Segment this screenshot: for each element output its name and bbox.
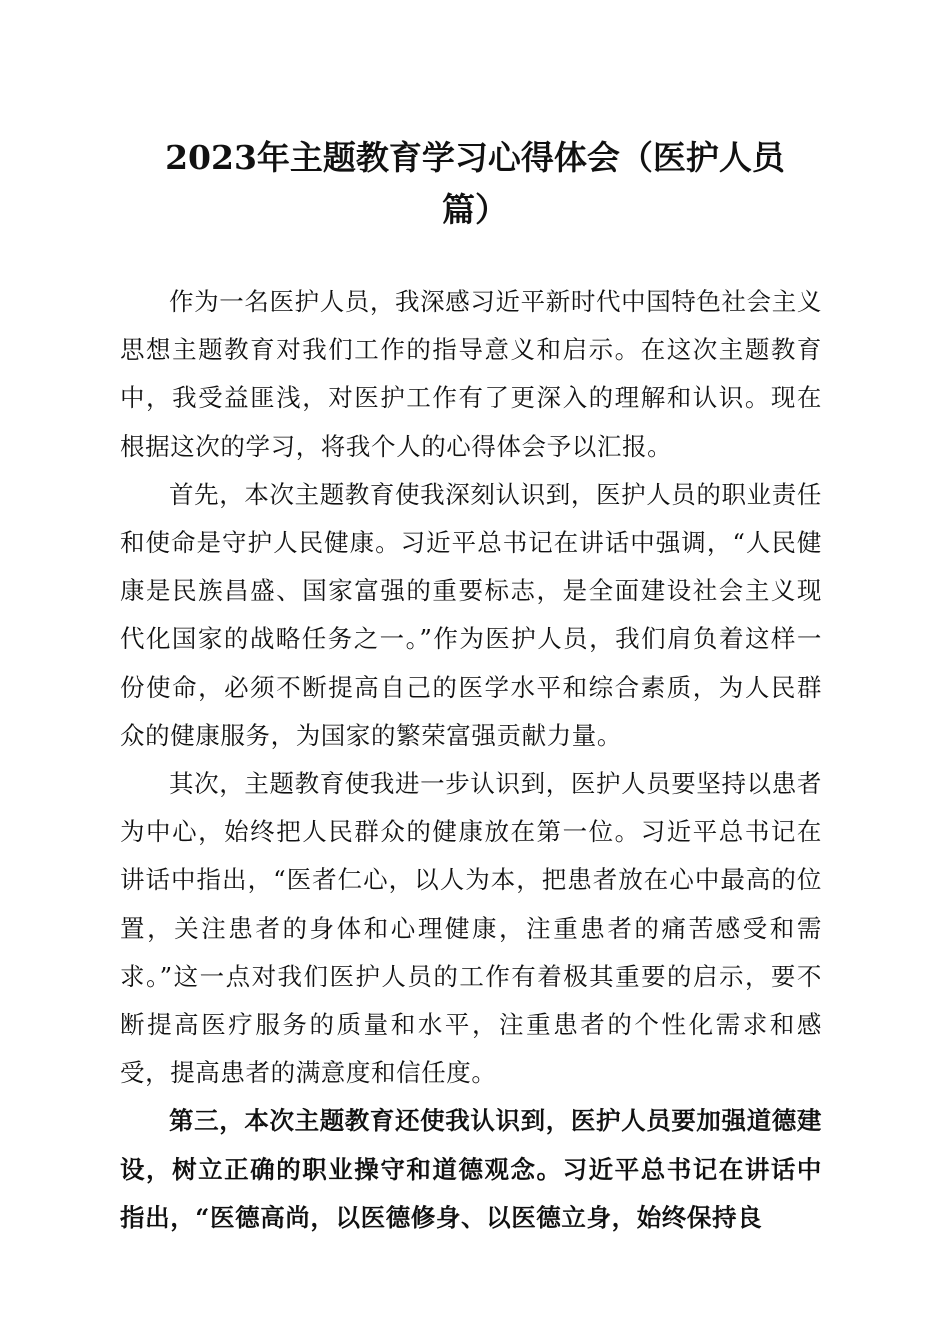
document-title: 2023年主题教育学习心得体会（医护人员篇） <box>165 138 785 229</box>
paragraph-third: 第三，本次主题教育还使我认识到，医护人员要加强道德建设，树立正确的职业操守和道德观念。习近平总书记在讲话中指出，“医德高尚，以医德修身、以医德立身，始终保持良 <box>120 1106 822 1232</box>
document-body <box>120 278 822 1242</box>
paragraph-second: 其次，主题教育使我进一步认识到，医护人员要坚持以患者为中心，始终把人民群众的健康放在第一位。习近平总书记在讲话中指出，“医者仁心，以人为本，把患者放在心中最高的位置，关注患者的身体和心理健康，注重患者的痛苦感受和需求。”这一点对我们医护人员的工作有着极其重要的启示，要不断提高医疗服务的质量和水平，注重患者的个性化需求和感受，提高患者的满意度和信任度。 <box>120 769 822 1088</box>
paragraph-first: 首先，本次主题教育使我深刻认识到，医护人员的职业责任和使命是守护人民健康。习近平总书记在讲话中强调，“人民健康是民族昌盛、国家富强的重要标志，是全面建设社会主义现代化国家的战略任务之一。”作为医护人员，我们肩负着这样一份使命，必须不断提高自己的医学水平和综合素质，为人民群众的健康服务，为国家的繁荣富强贡献力量。 <box>120 479 822 750</box>
paragraph-intro: 作为一名医护人员，我深感习近平新时代中国特色社会主义思想主题教育对我们工作的指导意义和启示。在这次主题教育中，我受益匪浅，对医护工作有了更深入的理解和认识。现在根据这次的学习，将我个人的心得体会予以汇报。 <box>120 287 822 461</box>
